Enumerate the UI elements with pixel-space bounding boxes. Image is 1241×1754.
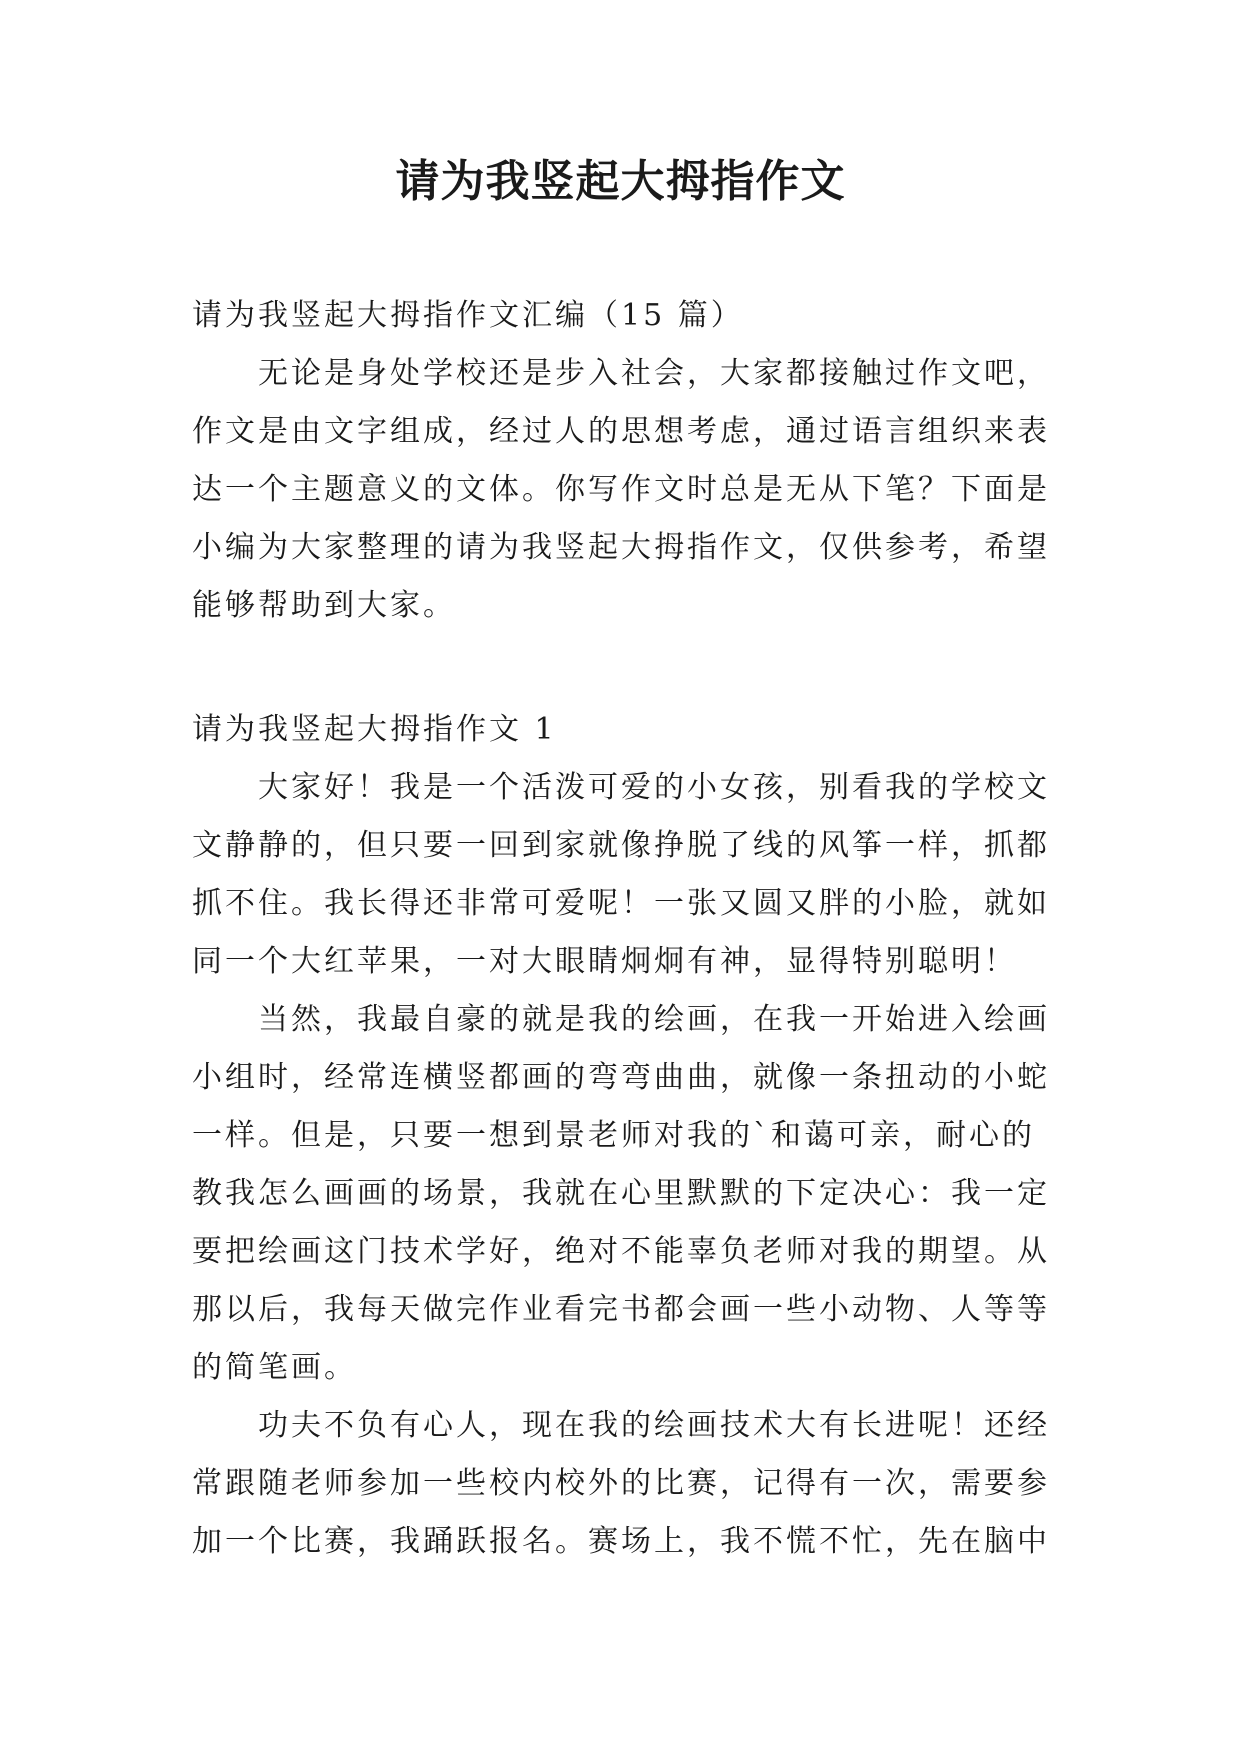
essay-line: 大家好！我是一个活泼可爱的小女孩，别看我的学校文 [192, 770, 1050, 805]
essay-line: 文静静的，但只要一回到家就像挣脱了线的风筝一样，抓都 [192, 828, 1050, 863]
essay-line: 抓不住。我长得还非常可爱呢！一张又圆又胖的小脸，就如 [192, 886, 1050, 921]
essay-line: 教我怎么画画的场景，我就在心里默默的下定决心：我一定 [192, 1176, 1050, 1211]
document-title: 请为我竖起大拇指作文 [395, 156, 846, 207]
intro-line: 达一个主题意义的文体。你写作文时总是无从下笔？下面是 [192, 472, 1050, 507]
intro-heading: 请为我竖起大拇指作文汇编（15 篇） [192, 298, 744, 333]
essay-line: 加一个比赛，我踊跃报名。赛场上，我不慌不忙，先在脑中 [192, 1524, 1050, 1559]
essay-line: 一样。但是，只要一想到景老师对我的`和蔼可亲，耐心的 [192, 1118, 1035, 1153]
essay-line: 要把绘画这门技术学好，绝对不能辜负老师对我的期望。从 [192, 1234, 1050, 1269]
intro-line: 无论是身处学校还是步入社会，大家都接触过作文吧， [192, 356, 1050, 391]
essay-line: 的简笔画。 [192, 1350, 357, 1385]
intro-line: 小编为大家整理的请为我竖起大拇指作文，仅供参考，希望 [192, 530, 1050, 565]
essay-line: 当然，我最自豪的就是我的绘画，在我一开始进入绘画 [192, 1002, 1050, 1037]
essay-line: 小组时，经常连横竖都画的弯弯曲曲，就像一条扭动的小蛇 [192, 1060, 1050, 1095]
essay-line: 常跟随老师参加一些校内校外的比赛，记得有一次，需要参 [192, 1466, 1050, 1501]
intro-line: 能够帮助到大家。 [192, 588, 456, 623]
essay-line: 功夫不负有心人，现在我的绘画技术大有长进呢！还经 [192, 1408, 1050, 1443]
intro-line: 作文是由文字组成，经过人的思想考虑，通过语言组织来表 [192, 414, 1050, 449]
essay-section-1 [192, 701, 1057, 1571]
intro-section [192, 287, 1057, 635]
essay-line: 同一个大红苹果，一对大眼睛炯炯有神，显得特别聪明！ [192, 944, 1017, 979]
essay-line: 那以后，我每天做完作业看完书都会画一些小动物、人等等 [192, 1292, 1050, 1327]
section-heading: 请为我竖起大拇指作文 1 [192, 712, 557, 747]
